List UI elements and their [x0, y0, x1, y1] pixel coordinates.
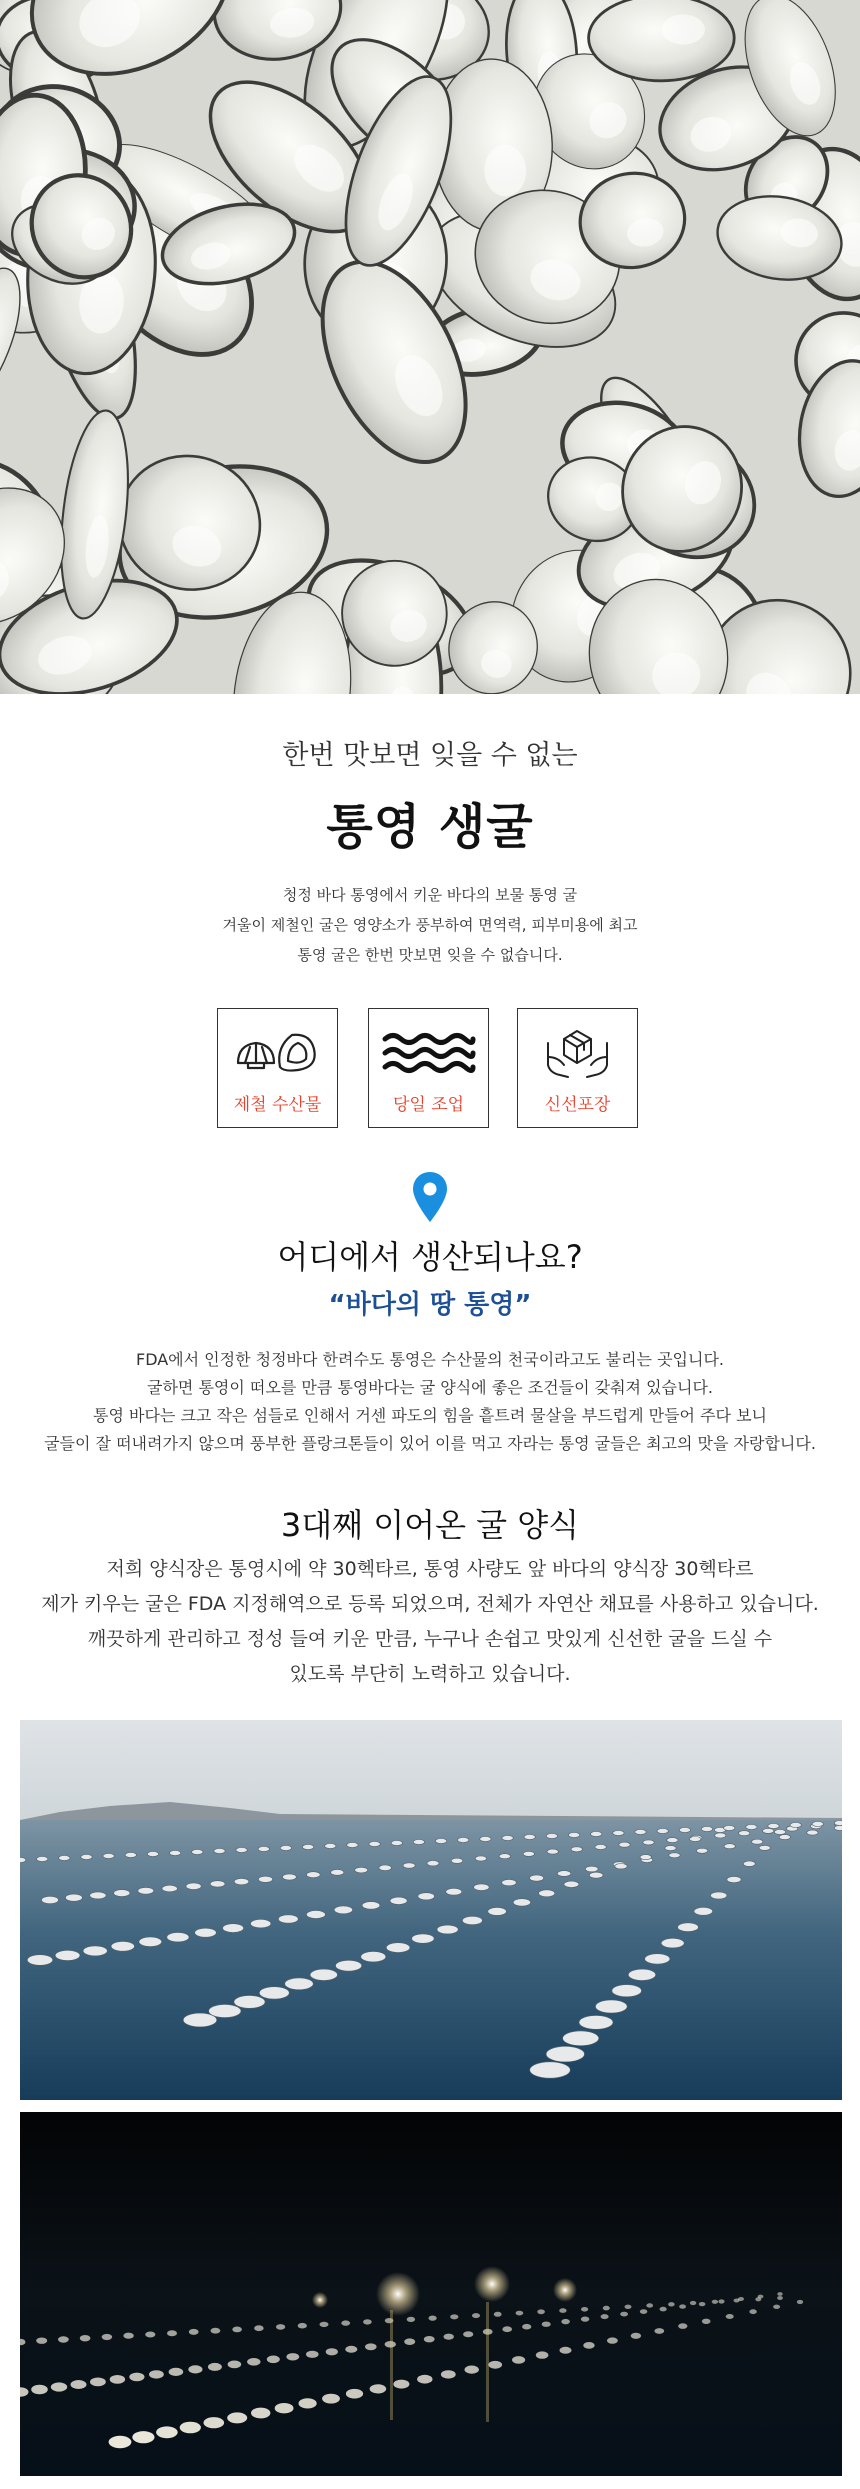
hero-oyster-image — [0, 0, 860, 694]
feature-label: 제철 수산물 — [233, 1095, 322, 1115]
waves-icon — [369, 1023, 488, 1081]
intro-line: 겨울이 제철인 굴은 영양소가 풍부하여 면역력, 피부미용에 최고 — [222, 916, 638, 934]
farming-line: 저희 양식장은 통영시에 약 30헥타르, 통영 사량도 앞 바다의 양식장 30헥타르 — [106, 1558, 754, 1580]
shellfish-icon — [218, 1023, 337, 1081]
feature-label: 당일 조업 — [392, 1095, 465, 1115]
origin-line: FDA에서 인정한 청정바다 한려수도 통영은 수산물의 천국이라고도 불리는 곳입니다. — [135, 1350, 724, 1369]
feature-daily-catch — [368, 1008, 489, 1128]
product-title: 통영 생굴 — [326, 799, 534, 855]
feature-seasonal — [217, 1008, 338, 1128]
oyster-farm-day-image — [20, 1720, 842, 2100]
origin-line: 굴하면 통영이 떠오를 만큼 통영바다는 굴 양식에 좋은 조건들이 갖춰져 있습니다. — [147, 1378, 713, 1397]
intro-lead: 한번 맛보면 잊을 수 없는 — [282, 740, 578, 771]
farming-title: 3대째 이어온 굴 양식 — [280, 1506, 580, 1544]
origin-question: 어디에서 생산되나요? — [277, 1238, 583, 1276]
origin-answer: “바다의 땅 통영” — [328, 1290, 532, 1320]
origin-line: 통영 바다는 크고 작은 섬들로 인해서 거센 파도의 힘을 흩트려 물살을 부드럽게 만들어 주다 보니 — [93, 1406, 767, 1425]
farming-line: 제가 키우는 굴은 FDA 지정해역으로 등록 되었으며, 전체가 자연산 채묘를 사용하고 있습니다. — [41, 1593, 819, 1615]
feature-fresh-pack — [517, 1008, 638, 1128]
intro-line: 청정 바다 통영에서 키운 바다의 보물 통영 굴 — [282, 886, 578, 904]
origin-line: 굴들이 잘 떠내려가지 않으며 풍부한 플랑크톤들이 있어 이를 먹고 자라는 통영 굴들은 최고의 맛을 자랑합니다. — [44, 1434, 816, 1453]
farming-line: 깨끗하게 관리하고 정성 들여 키운 만큼, 누구나 손쉽고 맛있게 신선한 굴을 드실 수 — [87, 1628, 773, 1650]
intro-text — [0, 880, 860, 970]
location-pin-icon — [411, 1170, 449, 1224]
feature-label: 신선포장 — [544, 1095, 611, 1115]
package-hands-icon — [518, 1023, 637, 1081]
intro-line: 통영 굴은 한번 맛보면 잊을 수 없습니다. — [297, 946, 563, 964]
feature-list — [0, 1008, 860, 1132]
farming-line: 있도록 부단히 노력하고 있습니다. — [289, 1663, 571, 1685]
origin-text — [0, 1346, 860, 1458]
farming-text — [0, 1552, 860, 1692]
oyster-farm-night-image — [20, 2112, 842, 2476]
